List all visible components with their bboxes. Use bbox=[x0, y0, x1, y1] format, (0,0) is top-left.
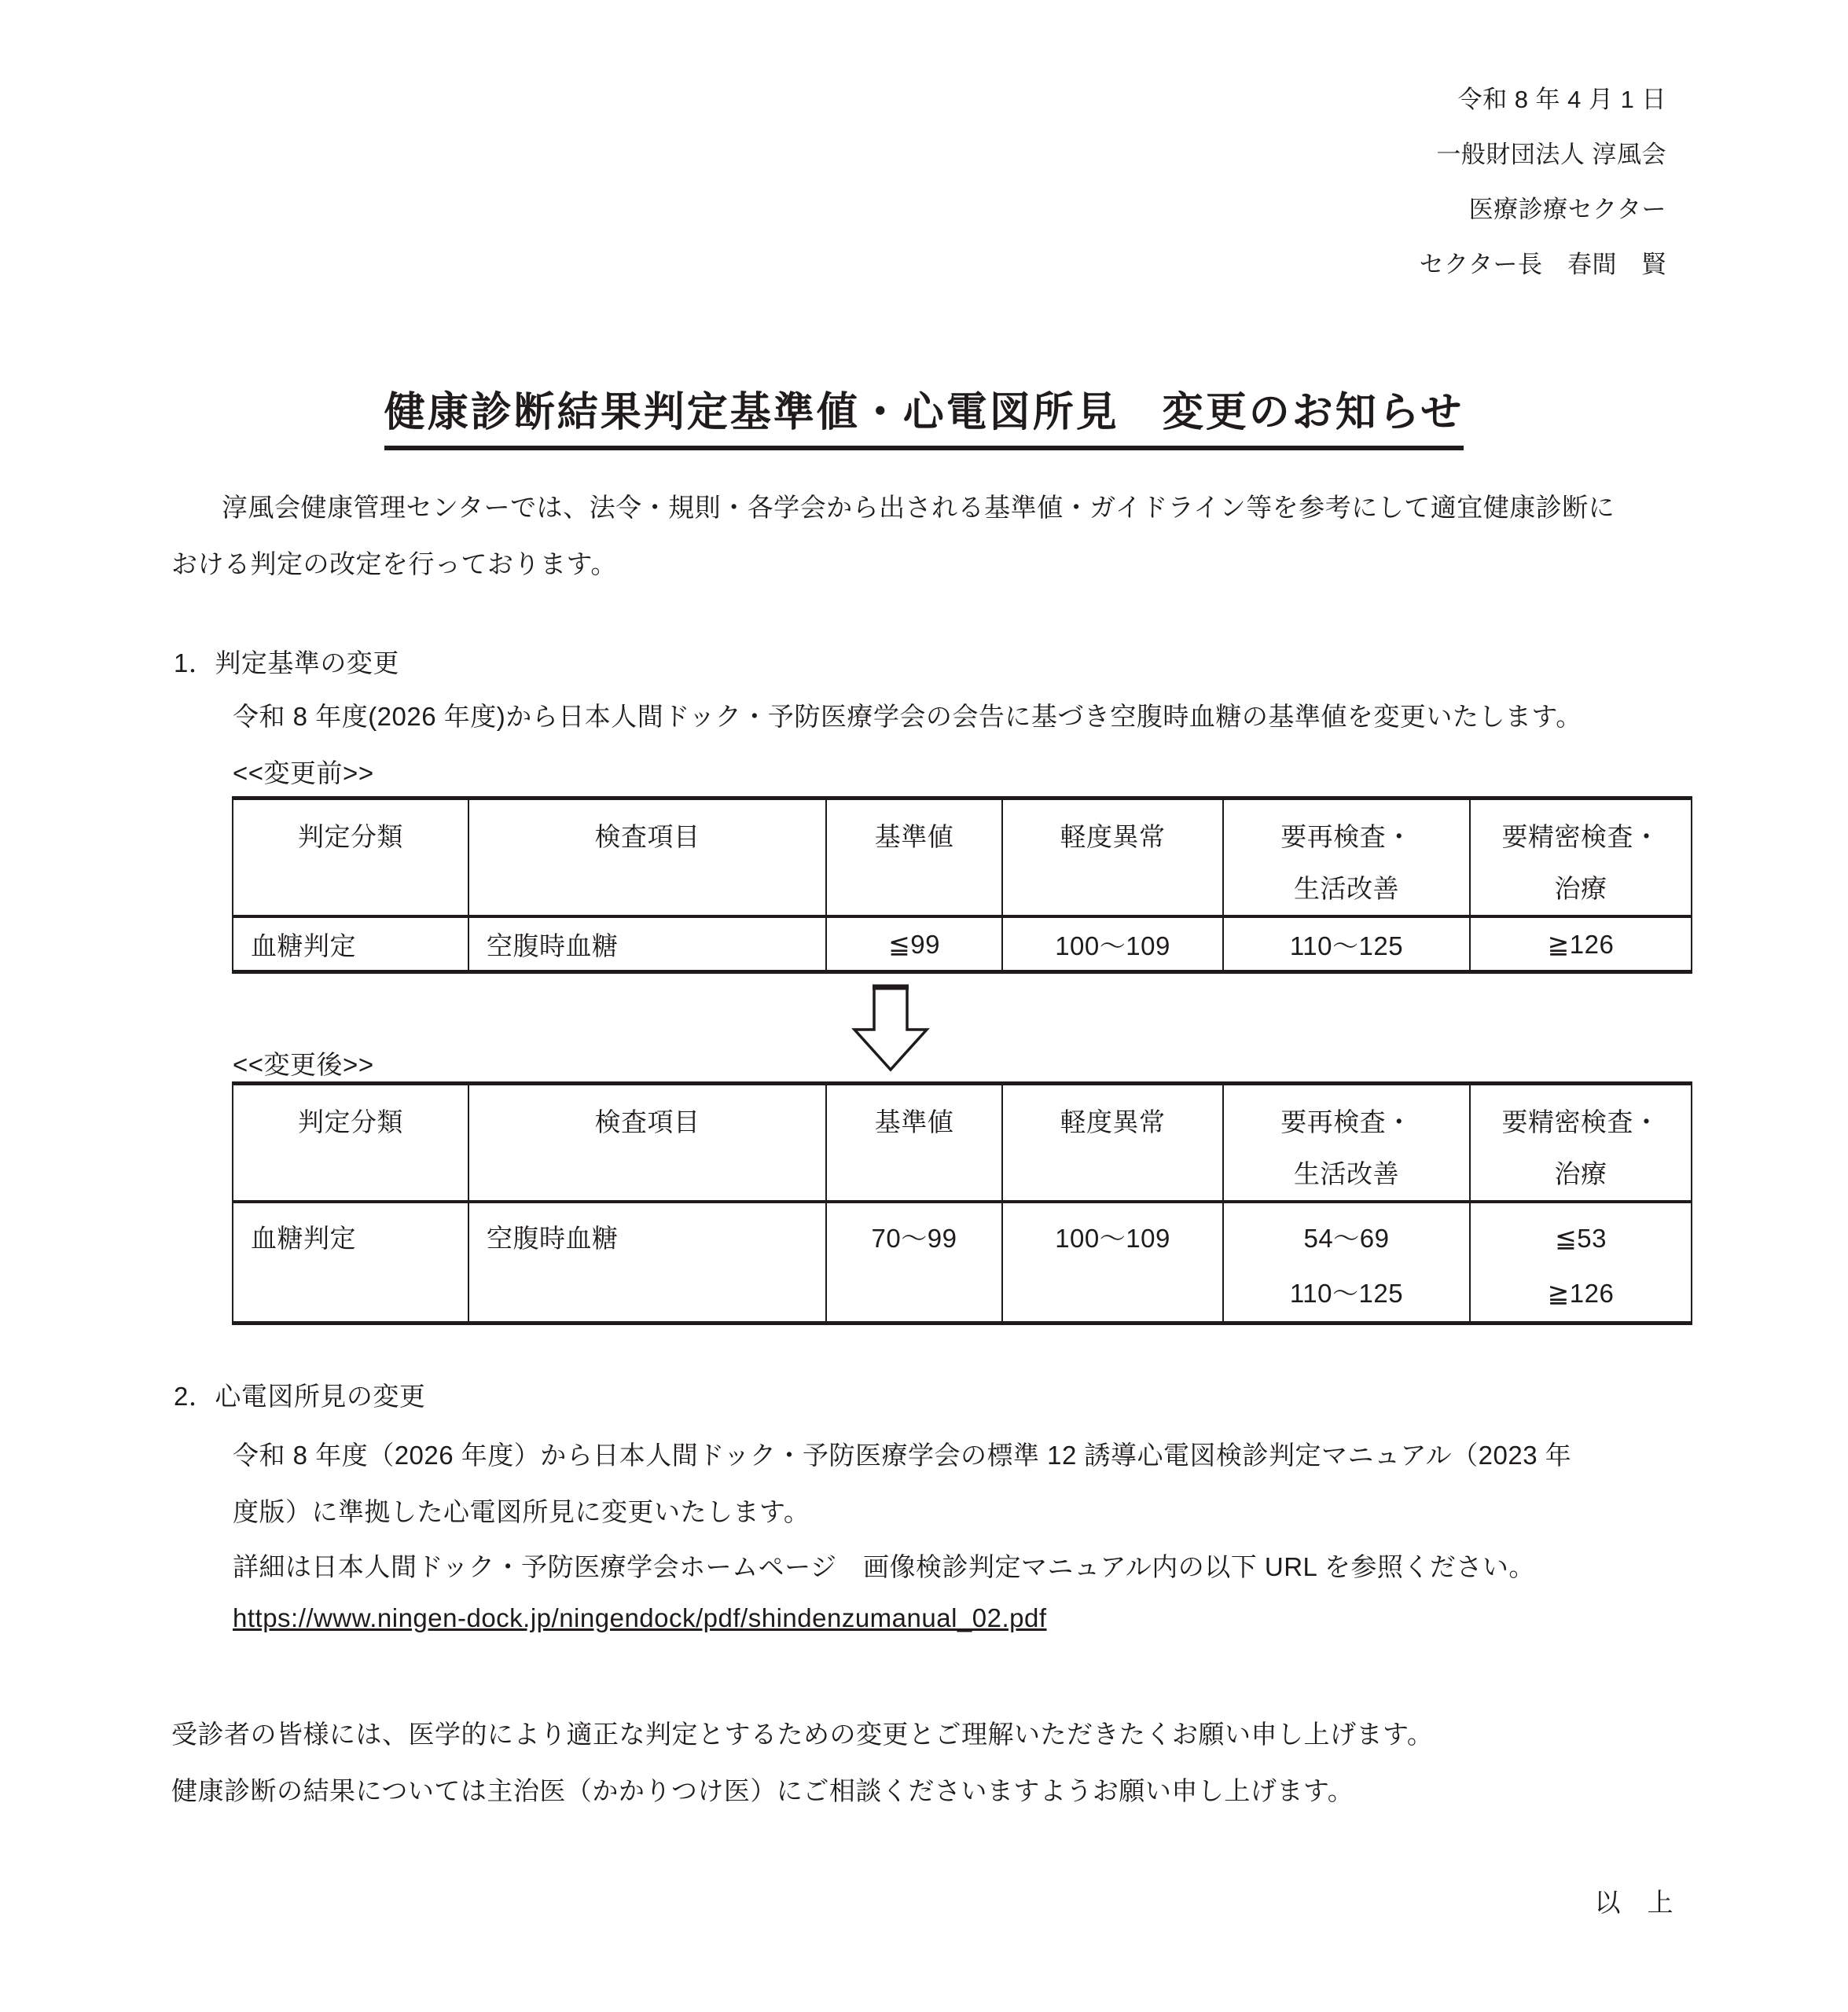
section2-line-2: 度版）に準拠した心電図所見に変更いたします。 bbox=[233, 1497, 810, 1526]
retest-cell: 54〜69 110〜125 bbox=[1223, 1202, 1470, 1324]
header-cell: 軽度異常 bbox=[1002, 1084, 1223, 1202]
closing-line-1: 受診者の皆様には、医学的により適正な判定とするための変更とご理解いただきたくお願い申し上げます。 bbox=[171, 1720, 1434, 1749]
title-row bbox=[0, 379, 1848, 450]
table-row bbox=[233, 916, 1692, 972]
signer-name: セクター長 春間 賢 bbox=[1419, 251, 1666, 278]
header-cell: 基準値 bbox=[826, 1084, 1002, 1202]
mild-abnormal-cell: 100〜109 bbox=[1002, 1202, 1223, 1324]
before-table-container bbox=[232, 796, 1692, 974]
header-cell: 要精密検査・ 治療 bbox=[1470, 799, 1692, 917]
standard-value-cell: ≦99 bbox=[826, 916, 1002, 972]
department-name: 医療診療セクター bbox=[1468, 196, 1666, 223]
down-arrow-icon bbox=[847, 984, 934, 1072]
after-table bbox=[232, 1081, 1692, 1325]
judgment-category-cell: 血糖判定 bbox=[233, 916, 468, 972]
page-title: 健康診断結果判定基準値・心電図所見 変更のお知らせ bbox=[384, 379, 1464, 450]
end-mark: 以 上 bbox=[1594, 1888, 1673, 1917]
judgment-category-cell: 血糖判定 bbox=[233, 1202, 468, 1324]
test-item-cell: 空腹時血糖 bbox=[468, 916, 826, 972]
detailed-exam-cell: ≦53 ≧126 bbox=[1470, 1202, 1692, 1324]
intro-line-1: 淳風会健康管理センターでは、法令・規則・各学会から出される基準値・ガイドライン等を参考にして適宜健康診断に bbox=[222, 493, 1615, 522]
section1-body: 令和 8 年度(2026 年度)から日本人間ドック・予防医療学会の会告に基づき空腹時血糖の基準値を変更いたします。 bbox=[233, 702, 1582, 731]
manual-pdf-link[interactable]: https://www.ningen-dock.jp/ningendock/pdf/shindenzumanual_02.pdf bbox=[233, 1603, 1047, 1632]
retest-cell: 110〜125 bbox=[1223, 916, 1470, 972]
before-table bbox=[232, 796, 1692, 974]
section2-line-3: 詳細は日本人間ドック・予防医療学会ホームページ 画像検診判定マニュアル内の以下 URL を参照ください。 bbox=[233, 1552, 1535, 1581]
header-cell: 要再検査・ 生活改善 bbox=[1223, 1084, 1470, 1202]
detailed-exam-cell: ≧126 bbox=[1470, 916, 1692, 972]
section1-heading: 1．判定基準の変更 bbox=[174, 648, 399, 677]
header-cell: 軽度異常 bbox=[1002, 799, 1223, 917]
header-cell: 基準値 bbox=[826, 799, 1002, 917]
document-date: 令和 8 年 4 月 1 日 bbox=[1457, 86, 1666, 113]
section2-heading: 2．心電図所見の変更 bbox=[174, 1382, 426, 1411]
closing-line-2: 健康診断の結果については主治医（かかりつけ医）にご相談くださいますようお願い申し上げます。 bbox=[171, 1776, 1354, 1805]
intro-line-2: おける判定の改定を行っております。 bbox=[171, 549, 617, 578]
header-cell: 要精密検査・ 治療 bbox=[1470, 1084, 1692, 1202]
header-cell: 検査項目 bbox=[468, 1084, 826, 1202]
after-change-label: <<変更後>> bbox=[233, 1050, 374, 1079]
organization-name: 一般財団法人 淳風会 bbox=[1436, 141, 1666, 168]
header-cell: 要再検査・ 生活改善 bbox=[1223, 799, 1470, 917]
table-header-row bbox=[233, 1084, 1692, 1202]
mild-abnormal-cell: 100〜109 bbox=[1002, 916, 1223, 972]
after-table-container bbox=[232, 1081, 1692, 1325]
table-header-row bbox=[233, 799, 1692, 917]
change-direction-indicator bbox=[847, 984, 934, 1072]
test-item-cell: 空腹時血糖 bbox=[468, 1202, 826, 1324]
standard-value-cell: 70〜99 bbox=[826, 1202, 1002, 1324]
section2-line-1: 令和 8 年度（2026 年度）から日本人間ドック・予防医療学会の標準 12 誘導心電図検診判定マニュアル（2023 年 bbox=[233, 1441, 1572, 1470]
header-cell: 検査項目 bbox=[468, 799, 826, 917]
before-change-label: <<変更前>> bbox=[233, 758, 374, 788]
header-cell: 判定分類 bbox=[233, 1084, 468, 1202]
table-row bbox=[233, 1202, 1692, 1324]
header-cell: 判定分類 bbox=[233, 799, 468, 917]
sender-block bbox=[1420, 72, 1666, 292]
